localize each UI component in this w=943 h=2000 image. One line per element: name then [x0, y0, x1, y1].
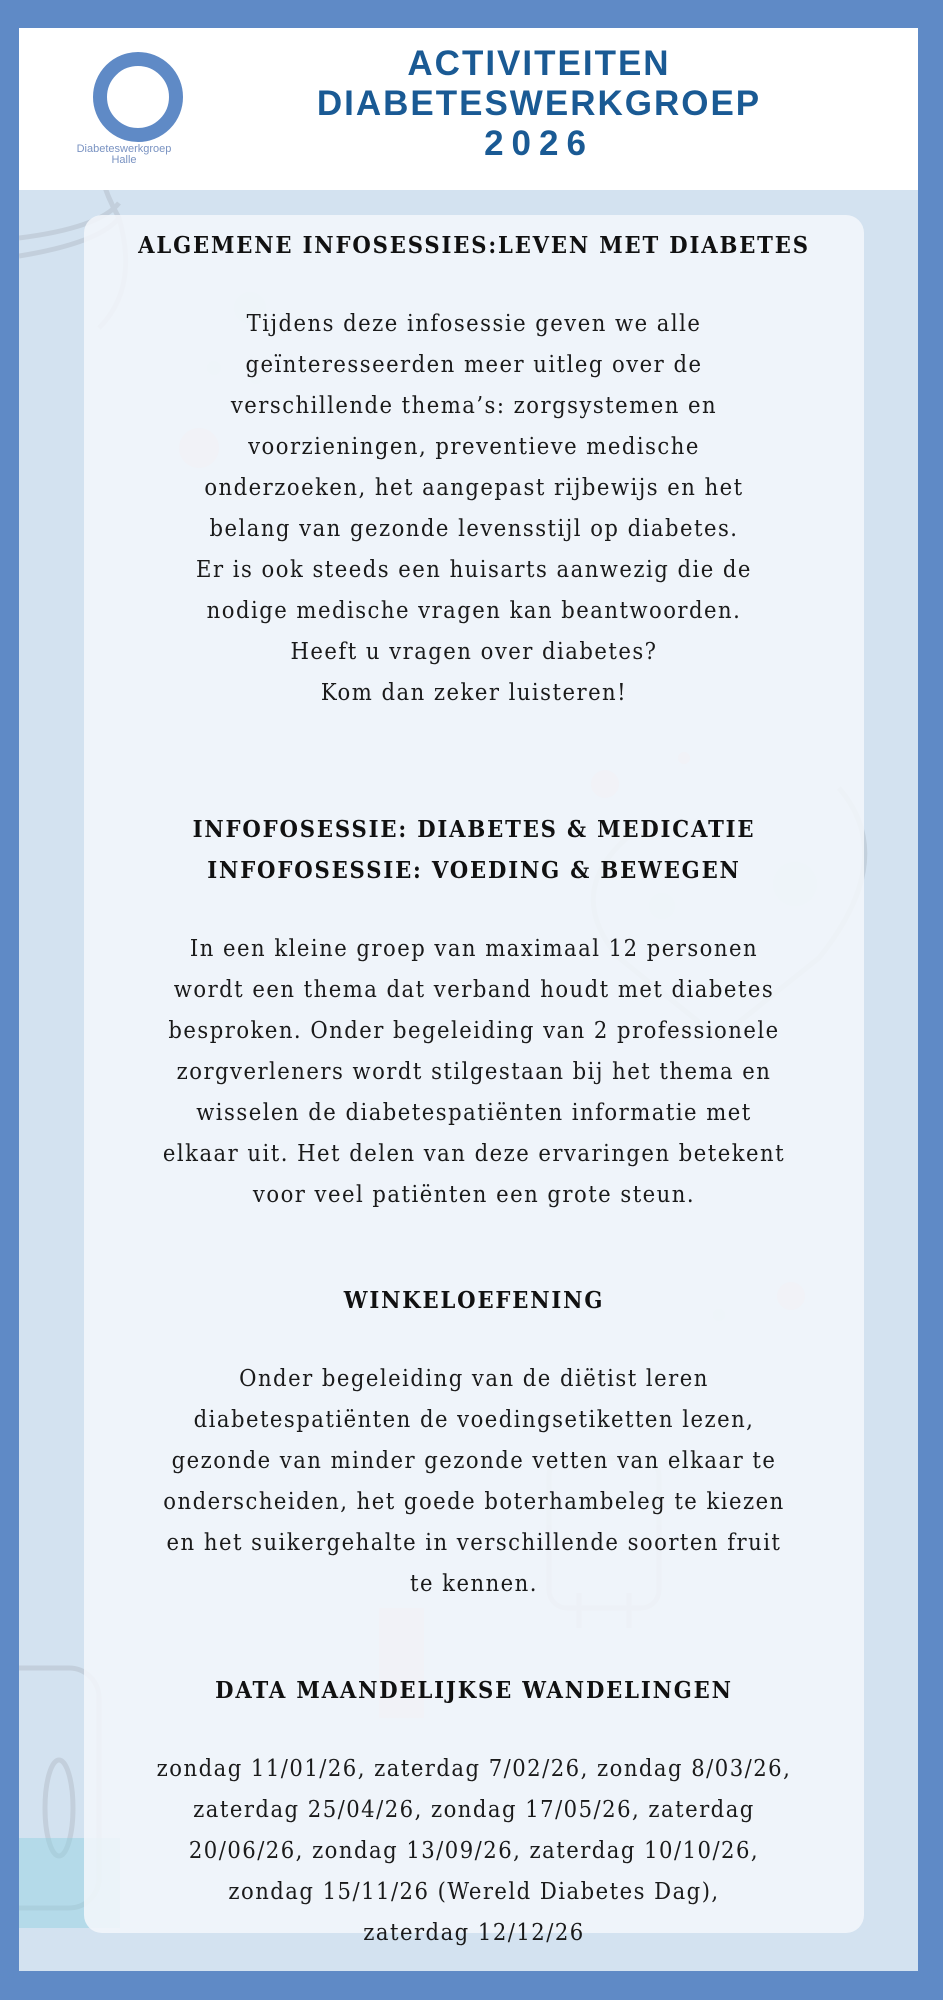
body-line: In een kleine groep van maximaal 12 personen: [189, 936, 759, 962]
body-line: belang van gezonde levensstijl op diabetes.: [209, 516, 739, 542]
body-line: Kom dan zeker luisteren!: [320, 680, 628, 706]
logo: [63, 48, 203, 188]
body-line: geïnteresseerden meer uitleg over de: [245, 352, 703, 378]
section-winkeloefening: [84, 1280, 864, 1605]
body-line: elkaar uit. Het delen van deze ervaringen betekent: [162, 1141, 786, 1167]
body-line: wordt een thema dat verband houdt met diabetes: [173, 977, 775, 1003]
title-year: 2026: [484, 124, 594, 163]
body-line: onderscheiden, het goede boterhambeleg te kiezen: [163, 1489, 785, 1515]
section-title: ALGEMENE INFOSESSIES:LEVEN MET DIABETES: [138, 232, 810, 259]
blue-circle-ring-icon: [93, 52, 183, 142]
body-line: Tijdens deze infosessie geven we alle: [246, 311, 702, 337]
body-line: wisselen de diabetespatiënten informatie met: [196, 1100, 752, 1126]
poster-frame: [19, 28, 918, 1971]
body-line: Heeft u vragen over diabetes?: [290, 639, 658, 665]
section-title: WINKELOEFENING: [343, 1287, 605, 1314]
logo-line-1: Diabeteswerkgroep: [76, 143, 172, 155]
body-line: en het suikergehalte in verschillende soorten fruit: [166, 1530, 782, 1556]
body-line: gezonde van minder gezonde vetten van elkaar te: [171, 1448, 777, 1474]
body-line: Onder begeleiding van de diëtist leren: [239, 1366, 709, 1392]
body-line: verschillende thema’s: zorgsystemen en: [230, 393, 718, 419]
walk-dates-line: zaterdag 25/04/26, zondag 17/05/26, zaterdag: [193, 1797, 755, 1823]
section-infosessies-medicatie-voeding: [84, 809, 864, 1216]
body-line: diabetespatiënten de voedingsetiketten lezen,: [193, 1407, 755, 1433]
body-line: besproken. Onder begeleiding van 2 professionele: [168, 1018, 780, 1044]
walk-dates-line: zondag 15/11/26 (Wereld Diabetes Dag),: [228, 1879, 720, 1905]
walk-dates-line: zondag 11/01/26, zaterdag 7/02/26, zondag 8/03/26,: [156, 1756, 792, 1782]
section-title-line-1: INFOFOSESSIE: DIABETES & MEDICATIE: [192, 816, 756, 843]
body-line: voorzieningen, preventieve medische: [248, 434, 700, 460]
title-line-2: DIABETESWERKGROEP: [316, 84, 762, 123]
walk-dates-line: 20/06/26, zondag 13/09/26, zaterdag 10/10/26,: [188, 1838, 760, 1864]
title-line-1: ACTIVITEITEN: [407, 44, 671, 83]
body-line: Er is ook steeds een huisarts aanwezig die de: [196, 557, 752, 583]
section-title-line-2: INFOFOSESSIE: VOEDING & BEWEGEN: [207, 857, 741, 884]
body-line: voor veel patiënten een grote steun.: [252, 1182, 696, 1208]
page-title: [219, 44, 859, 164]
logo-text: [63, 144, 185, 166]
section-data-wandelingen: [84, 1670, 864, 1954]
logo-line-2: Halle: [111, 154, 137, 166]
body-line: onderzoeken, het aangepast rijbewijs en het: [204, 475, 744, 501]
body-line: nodige medische vragen kan beantwoorden.: [206, 598, 742, 624]
section-algemene-infosessies: [84, 225, 864, 714]
header: [19, 28, 918, 190]
walk-dates-line: zaterdag 12/12/26: [363, 1920, 585, 1946]
content-card: [84, 215, 864, 1946]
body-line: te kennen.: [410, 1571, 538, 1597]
body-line: zorgverleners wordt stilgestaan bij het thema en: [176, 1059, 772, 1085]
section-title: DATA MAANDELIJKSE WANDELINGEN: [215, 1677, 733, 1704]
